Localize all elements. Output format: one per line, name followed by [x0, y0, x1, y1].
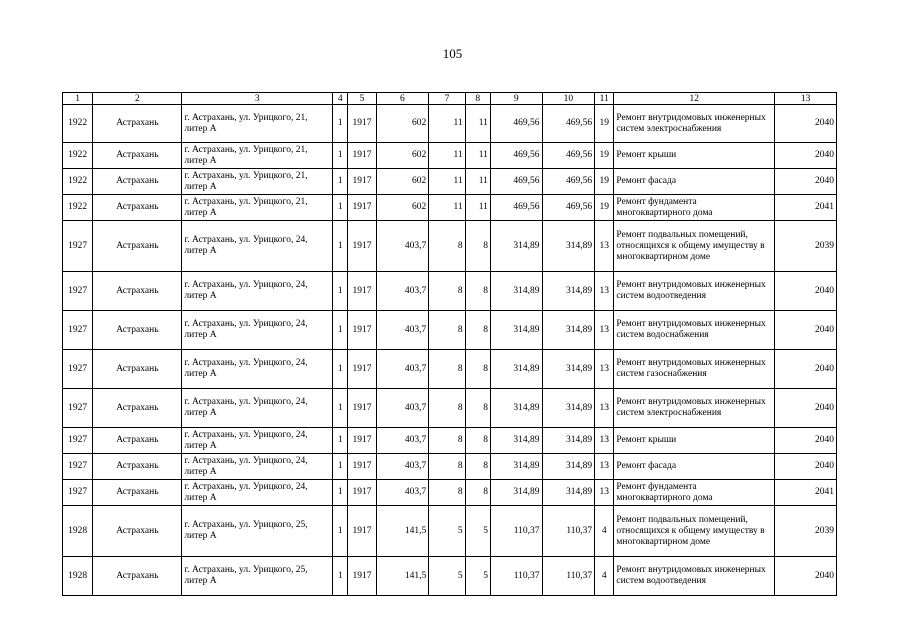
cell-living-area-total: 314,89	[490, 221, 542, 272]
cell-work-type: Ремонт внутридомовых инженерных систем водоотведения	[614, 557, 775, 596]
cell-residents-count: 19	[595, 169, 614, 195]
cell-work-type: Ремонт крыши	[614, 143, 775, 169]
cell-residents-count: 13	[595, 311, 614, 350]
cell-total-area: 141,5	[376, 506, 429, 557]
cell-residents-count: 19	[595, 195, 614, 221]
cell-buildings-count: 1	[333, 389, 348, 428]
cell-address: г. Астрахань, ул. Урицкого, 21, литер А	[182, 195, 333, 221]
cell-work-type: Ремонт внутридомовых инженерных систем электроснабжения	[614, 105, 775, 143]
cell-house-id: 1927	[63, 221, 93, 272]
cell-residents-count: 13	[595, 480, 614, 506]
cell-build-year: 1917	[348, 195, 376, 221]
cell-address: г. Астрахань, ул. Урицкого, 24, литер А	[182, 428, 333, 454]
cell-apartments-total: 8	[429, 454, 465, 480]
cell-planned-year: 2040	[775, 105, 837, 143]
cell-living-area-owned: 110,37	[542, 506, 595, 557]
cell-living-area-total: 314,89	[490, 350, 542, 389]
cell-total-area: 403,7	[376, 221, 429, 272]
cell-living-area-owned: 110,37	[542, 557, 595, 596]
cell-city: Астрахань	[93, 480, 182, 506]
cell-house-id: 1927	[63, 350, 93, 389]
cell-build-year: 1917	[348, 169, 376, 195]
cell-work-type: Ремонт подвальных помещений, относящихся к общему имуществу в многоквартирном доме	[614, 221, 775, 272]
cell-buildings-count: 1	[333, 105, 348, 143]
cell-city: Астрахань	[93, 169, 182, 195]
cell-apartments-residential: 8	[465, 221, 490, 272]
cell-living-area-owned: 314,89	[542, 311, 595, 350]
column-header-apartments-total: 7	[429, 93, 465, 105]
column-header-city: 2	[93, 93, 182, 105]
cell-house-id: 1922	[63, 143, 93, 169]
cell-living-area-total: 469,56	[490, 143, 542, 169]
cell-city: Астрахань	[93, 454, 182, 480]
column-header-address: 3	[182, 93, 333, 105]
table-row	[63, 428, 837, 454]
cell-total-area: 141,5	[376, 557, 429, 596]
cell-living-area-owned: 314,89	[542, 350, 595, 389]
column-header-total-area: 6	[376, 93, 429, 105]
cell-living-area-owned: 314,89	[542, 454, 595, 480]
cell-buildings-count: 1	[333, 311, 348, 350]
cell-planned-year: 2040	[775, 169, 837, 195]
cell-work-type: Ремонт внутридомовых инженерных систем газоснабжения	[614, 350, 775, 389]
cell-buildings-count: 1	[333, 169, 348, 195]
cell-city: Астрахань	[93, 272, 182, 311]
table-row	[63, 389, 837, 428]
cell-living-area-total: 314,89	[490, 480, 542, 506]
cell-work-type: Ремонт фасада	[614, 169, 775, 195]
cell-living-area-total: 110,37	[490, 506, 542, 557]
cell-buildings-count: 1	[333, 557, 348, 596]
cell-house-id: 1927	[63, 311, 93, 350]
cell-buildings-count: 1	[333, 143, 348, 169]
table-row	[63, 454, 837, 480]
cell-address: г. Астрахань, ул. Урицкого, 24, литер А	[182, 272, 333, 311]
cell-total-area: 602	[376, 105, 429, 143]
cell-buildings-count: 1	[333, 428, 348, 454]
cell-build-year: 1917	[348, 480, 376, 506]
cell-house-id: 1922	[63, 195, 93, 221]
table-row	[63, 143, 837, 169]
cell-apartments-residential: 5	[465, 506, 490, 557]
cell-living-area-total: 314,89	[490, 454, 542, 480]
column-header-planned-year: 13	[775, 93, 837, 105]
cell-build-year: 1917	[348, 389, 376, 428]
cell-house-id: 1927	[63, 480, 93, 506]
cell-living-area-owned: 314,89	[542, 272, 595, 311]
cell-apartments-total: 8	[429, 389, 465, 428]
cell-apartments-total: 11	[429, 195, 465, 221]
cell-work-type: Ремонт фундамента многоквартирного дома	[614, 195, 775, 221]
cell-apartments-residential: 8	[465, 389, 490, 428]
cell-planned-year: 2040	[775, 389, 837, 428]
cell-apartments-residential: 8	[465, 454, 490, 480]
cell-build-year: 1917	[348, 428, 376, 454]
cell-total-area: 403,7	[376, 480, 429, 506]
cell-work-type: Ремонт крыши	[614, 428, 775, 454]
table-row	[63, 350, 837, 389]
capital-repair-table	[62, 92, 837, 596]
table-row	[63, 311, 837, 350]
cell-build-year: 1917	[348, 454, 376, 480]
cell-living-area-total: 469,56	[490, 169, 542, 195]
cell-work-type: Ремонт внутридомовых инженерных систем водоснабжения	[614, 311, 775, 350]
cell-address: г. Астрахань, ул. Урицкого, 21, литер А	[182, 169, 333, 195]
cell-address: г. Астрахань, ул. Урицкого, 24, литер А	[182, 454, 333, 480]
cell-apartments-total: 11	[429, 105, 465, 143]
cell-build-year: 1917	[348, 557, 376, 596]
cell-build-year: 1917	[348, 506, 376, 557]
cell-living-area-owned: 314,89	[542, 389, 595, 428]
column-header-living-area-owned: 10	[542, 93, 595, 105]
cell-total-area: 602	[376, 169, 429, 195]
cell-residents-count: 19	[595, 105, 614, 143]
cell-living-area-total: 314,89	[490, 428, 542, 454]
table-row	[63, 221, 837, 272]
cell-buildings-count: 1	[333, 272, 348, 311]
cell-living-area-total: 110,37	[490, 557, 542, 596]
cell-work-type: Ремонт фасада	[614, 454, 775, 480]
cell-apartments-residential: 11	[465, 195, 490, 221]
cell-house-id: 1927	[63, 428, 93, 454]
cell-house-id: 1928	[63, 506, 93, 557]
cell-address: г. Астрахань, ул. Урицкого, 25, литер А	[182, 506, 333, 557]
cell-build-year: 1917	[348, 272, 376, 311]
column-header-buildings-count: 4	[333, 93, 348, 105]
cell-city: Астрахань	[93, 221, 182, 272]
cell-living-area-total: 469,56	[490, 105, 542, 143]
cell-build-year: 1917	[348, 105, 376, 143]
cell-apartments-residential: 8	[465, 428, 490, 454]
cell-planned-year: 2040	[775, 428, 837, 454]
page-number: 105	[442, 46, 463, 61]
cell-buildings-count: 1	[333, 221, 348, 272]
cell-residents-count: 13	[595, 272, 614, 311]
cell-city: Астрахань	[93, 557, 182, 596]
cell-residents-count: 4	[595, 557, 614, 596]
column-header-living-area-total: 9	[490, 93, 542, 105]
cell-planned-year: 2040	[775, 272, 837, 311]
cell-apartments-total: 8	[429, 221, 465, 272]
cell-living-area-owned: 314,89	[542, 428, 595, 454]
cell-city: Астрахань	[93, 428, 182, 454]
cell-planned-year: 2040	[775, 350, 837, 389]
cell-city: Астрахань	[93, 143, 182, 169]
cell-apartments-total: 5	[429, 506, 465, 557]
cell-city: Астрахань	[93, 350, 182, 389]
cell-planned-year: 2040	[775, 311, 837, 350]
cell-planned-year: 2039	[775, 506, 837, 557]
column-header-work-type: 12	[614, 93, 775, 105]
cell-living-area-owned: 469,56	[542, 105, 595, 143]
cell-city: Астрахань	[93, 389, 182, 428]
column-header-build-year: 5	[348, 93, 376, 105]
cell-residents-count: 13	[595, 221, 614, 272]
cell-apartments-residential: 5	[465, 557, 490, 596]
cell-living-area-owned: 469,56	[542, 143, 595, 169]
cell-planned-year: 2040	[775, 557, 837, 596]
cell-buildings-count: 1	[333, 506, 348, 557]
cell-total-area: 403,7	[376, 350, 429, 389]
cell-address: г. Астрахань, ул. Урицкого, 24, литер А	[182, 311, 333, 350]
cell-total-area: 602	[376, 195, 429, 221]
cell-apartments-residential: 8	[465, 272, 490, 311]
cell-address: г. Астрахань, ул. Урицкого, 24, литер А	[182, 480, 333, 506]
cell-house-id: 1927	[63, 454, 93, 480]
cell-house-id: 1927	[63, 272, 93, 311]
table-row	[63, 105, 837, 143]
cell-apartments-residential: 8	[465, 480, 490, 506]
table-row	[63, 506, 837, 557]
cell-living-area-owned: 314,89	[542, 480, 595, 506]
cell-house-id: 1922	[63, 105, 93, 143]
cell-planned-year: 2040	[775, 454, 837, 480]
cell-living-area-owned: 469,56	[542, 195, 595, 221]
cell-living-area-total: 314,89	[490, 311, 542, 350]
cell-house-id: 1927	[63, 389, 93, 428]
cell-apartments-residential: 11	[465, 105, 490, 143]
cell-address: г. Астрахань, ул. Урицкого, 24, литер А	[182, 389, 333, 428]
cell-residents-count: 13	[595, 454, 614, 480]
cell-total-area: 403,7	[376, 428, 429, 454]
cell-apartments-total: 8	[429, 272, 465, 311]
cell-buildings-count: 1	[333, 480, 348, 506]
cell-planned-year: 2041	[775, 480, 837, 506]
column-header-apartments-residential: 8	[465, 93, 490, 105]
cell-buildings-count: 1	[333, 195, 348, 221]
table-row	[63, 557, 837, 596]
cell-planned-year: 2039	[775, 221, 837, 272]
cell-build-year: 1917	[348, 143, 376, 169]
cell-living-area-total: 314,89	[490, 272, 542, 311]
table-row	[63, 480, 837, 506]
cell-total-area: 403,7	[376, 389, 429, 428]
cell-city: Астрахань	[93, 506, 182, 557]
table-row	[63, 272, 837, 311]
cell-planned-year: 2041	[775, 195, 837, 221]
table-header-row	[63, 93, 837, 105]
cell-planned-year: 2040	[775, 143, 837, 169]
cell-residents-count: 4	[595, 506, 614, 557]
cell-build-year: 1917	[348, 311, 376, 350]
cell-apartments-residential: 11	[465, 169, 490, 195]
table-row	[63, 169, 837, 195]
cell-build-year: 1917	[348, 350, 376, 389]
cell-apartments-total: 8	[429, 350, 465, 389]
cell-apartments-total: 11	[429, 143, 465, 169]
cell-residents-count: 13	[595, 389, 614, 428]
column-header-house-id: 1	[63, 93, 93, 105]
cell-house-id: 1928	[63, 557, 93, 596]
cell-total-area: 602	[376, 143, 429, 169]
cell-city: Астрахань	[93, 105, 182, 143]
cell-apartments-total: 8	[429, 428, 465, 454]
cell-living-area-total: 314,89	[490, 389, 542, 428]
cell-address: г. Астрахань, ул. Урицкого, 25, литер А	[182, 557, 333, 596]
cell-work-type: Ремонт подвальных помещений, относящихся к общему имуществу в многоквартирном доме	[614, 506, 775, 557]
cell-work-type: Ремонт фундамента многоквартирного дома	[614, 480, 775, 506]
cell-address: г. Астрахань, ул. Урицкого, 21, литер А	[182, 105, 333, 143]
cell-buildings-count: 1	[333, 454, 348, 480]
cell-living-area-owned: 314,89	[542, 221, 595, 272]
cell-apartments-total: 11	[429, 169, 465, 195]
cell-address: г. Астрахань, ул. Урицкого, 21, литер А	[182, 143, 333, 169]
cell-work-type: Ремонт внутридомовых инженерных систем электроснабжения	[614, 389, 775, 428]
cell-city: Астрахань	[93, 195, 182, 221]
cell-apartments-residential: 11	[465, 143, 490, 169]
column-header-residents-count: 11	[595, 93, 614, 105]
cell-build-year: 1917	[348, 221, 376, 272]
cell-city: Астрахань	[93, 311, 182, 350]
cell-residents-count: 13	[595, 350, 614, 389]
cell-apartments-residential: 8	[465, 350, 490, 389]
cell-address: г. Астрахань, ул. Урицкого, 24, литер А	[182, 221, 333, 272]
cell-apartments-total: 8	[429, 311, 465, 350]
cell-apartments-total: 8	[429, 480, 465, 506]
cell-house-id: 1922	[63, 169, 93, 195]
cell-residents-count: 13	[595, 428, 614, 454]
cell-address: г. Астрахань, ул. Урицкого, 24, литер А	[182, 350, 333, 389]
cell-living-area-total: 469,56	[490, 195, 542, 221]
table-row	[63, 195, 837, 221]
cell-work-type: Ремонт внутридомовых инженерных систем водоотведения	[614, 272, 775, 311]
cell-total-area: 403,7	[376, 311, 429, 350]
cell-living-area-owned: 469,56	[542, 169, 595, 195]
cell-buildings-count: 1	[333, 350, 348, 389]
cell-total-area: 403,7	[376, 454, 429, 480]
cell-total-area: 403,7	[376, 272, 429, 311]
cell-residents-count: 19	[595, 143, 614, 169]
cell-apartments-total: 5	[429, 557, 465, 596]
cell-apartments-residential: 8	[465, 311, 490, 350]
